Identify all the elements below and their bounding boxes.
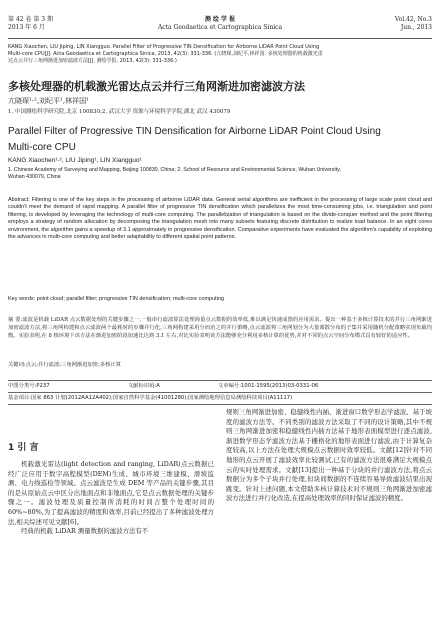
body-right-column xyxy=(226,408,432,504)
journal-name-cn: 测 绘 学 报 xyxy=(204,16,236,23)
volume-issue-en: Vol.42, No.3 xyxy=(394,16,432,23)
publish-date-en: Jun., 2013 xyxy=(400,24,432,31)
authors-en: KANG Xiaochen¹·², LIU Jiping¹, LIN Xiangguo¹ xyxy=(8,157,142,164)
citation-line: 达点云并行三角网渐进加密滤波方法[J]. 测绘学报, 2013, 42(3): 331-336.) xyxy=(8,58,177,64)
body-paragraph: 经典的机载 LiDAR 测量数据的滤波方法有不 xyxy=(21,527,149,536)
divider xyxy=(8,380,432,381)
journal-header xyxy=(8,16,432,39)
keywords-en: Key words: point cloud; parallel filter; progressive TIN densification; multi-core computing xyxy=(8,296,225,302)
publish-date-cn: 2013 年 6 月 xyxy=(8,24,45,31)
article-number: 文章编号:1001-1595(2013)03-0331-06 xyxy=(218,383,319,389)
keywords-cn: 关键词:点云;并行滤波;三角网渐进加密;多核计算 xyxy=(8,362,122,368)
abstract-en: Abstract: Filtering is one of the key steps in the processing of airborne LiDAR data. General serial algorithms are inefficient in the processing of large scale point cloud and couldn't meet the demand of rapid mapping. A parallel filter of progressive TIN densification which parallelizes the most time-consuming jobs, i.e. triangulation and point filtering, is developed by leveraging the technology of multi-core computing. The parallelization of triangulation is based on the divide-conquer method and the point filtering employs a strategy of random allocation by decomposing the triangulation mesh into many subsets featuring discrete distribution to realize load balance. In an eight cores environment, the algorithm gains a speedup of 3.1 approximately in progressive densification. Comparative experiments have evaluated the algorithm's capability of exploiting the advances in multi-core computing and better adaptability to different spatial point patterns. xyxy=(8,197,432,241)
divider xyxy=(8,392,432,393)
affiliation-en xyxy=(8,167,432,181)
affiliation-cn: 1. 中国测绘科学研究院,北京 100830;2. 武汉大学 资源与环境科学学院,湖北 武汉 430079 xyxy=(8,109,231,115)
volume-issue: 第 42 卷 第 3 期 xyxy=(8,16,53,23)
citation-line: Multi-core CPU[J]. Acta Geodaetica et Cartographica Sinica, 2013, 42(3): 331-336. (亢晓琛,刘纪平,林祥国. 多核处理器的机载激光雷 xyxy=(8,51,323,57)
title-en-line: Parallel Filter of Progressive TIN Densification for Airborne LiDAR Point Cloud Using xyxy=(8,126,381,137)
section-heading: 1 引 言 xyxy=(8,443,39,453)
journal-name xyxy=(8,16,432,32)
abstract-cn: 摘 要:滤波是机载 LiDAR 点云数据处理的关键步骤之一,一般串行滤波算法处理海量点云数据的效率低,难以满足快速成图的应用需求。提出一种基于多核计算技术的并行三角网渐进加密滤波方法,将三角网构建和点云滤波两个最耗时的步骤并行化,三角网构建采用分而治之的并行策略,点云滤波将三角网划分为大量离散分布的子集并采用随机分配策略实现负载均衡。实验表明,在 8 核环境下该方法在渐进加密阶段加速比达到 3.1 左右,对比实验表明该方法能够充分利用多核计算的优势,并对不同的点云空间分布模式具有较好的适应性。 xyxy=(8,317,432,339)
divider xyxy=(8,404,432,405)
document-code: 文献标识码:A xyxy=(128,383,160,389)
citation-line: KANG Xiaochen, LIU Jiping, LIN Xiangguo. Parallel Filter of Progressive TIN Densification for Airborne LiDAR Point Cloud Using xyxy=(8,44,320,50)
title-en-line: Multi-core CPU xyxy=(8,142,76,153)
volume-info-en xyxy=(395,16,432,32)
title-en xyxy=(8,124,432,156)
authors-cn: 亢晓琛¹·²,刘纪平¹,林祥国¹ xyxy=(8,97,89,105)
body-paragraph: 机载激光雷达(light detection and ranging, LiDAR)点云数据已经广泛应用于数字高程模型(DEM)生成、城市环境三维建模、滑坡监测、电力线巡检等领域。点云滤波是生成 DEM 等产品的关键步骤,其目的是从原始点云中区分出地面点和非地面点,它是点云数据处理的关键步骤之一。滤波处理及质量控制所消耗的时间占整个处理时间的 60%~80%,为了提高滤波的精度和效率,目前已经提出了多种滤波处理方法,相关综述可见文献[6]。 xyxy=(8,460,214,526)
affiliation-en-line: Wuhan 430079, China xyxy=(8,174,61,180)
title-cn: 多核处理器的机载激光雷达点云并行三角网渐进加密滤波方法 xyxy=(8,80,305,93)
clc-number: 中图分类号:P237 xyxy=(8,383,50,389)
fund-line: 基金项目:国家 863 计划(2012AA12A402);国家自然科学基金(41001280);国家测绘地理信息局测绘科技项目(A11117) xyxy=(8,395,293,401)
citation-block xyxy=(8,44,432,65)
affiliation-en-line: 1. Chinese Academy of Surveying and Mapping, Beijing 100830, China; 2. School of Resource and Environmental Science, Wuhan University, xyxy=(8,167,341,173)
journal-name-en: Acta Geodaetica et Cartographica Sinica xyxy=(157,24,283,31)
body-paragraph: 规则三角网渐进加密、稳健线性内插、渐进窗口数学形态学滤波、基于坡度的滤波方法等。不同类别的滤波方法采取了不同的设计策略,其中不规则三角网渐进加密和稳健线性内插方法基于地形表面模型进行逐点滤波,渐进数学形态学滤波方法基于栅格化的地形表面进行滤波,由于计算复杂度较高,以上方法在处理大规模点云数据时效率较低。文献[12]针对不同地形的点云开展了滤波效率比较测试,已有的滤波方法很难满足大规模点云的实时处理需求。文献[13]提出一种基于分块的并行滤波方法,将点云数据分为多个子块并行处理,但块间数据的不连续容易导致滤波结果出现跳变。针对上述问题,本文借助多核计算技术对不规则三角网渐进加密滤波方法进行并行化改造,在提高处理效率的同时保证滤波的精度。 xyxy=(226,408,432,503)
body-left-column xyxy=(8,438,214,537)
